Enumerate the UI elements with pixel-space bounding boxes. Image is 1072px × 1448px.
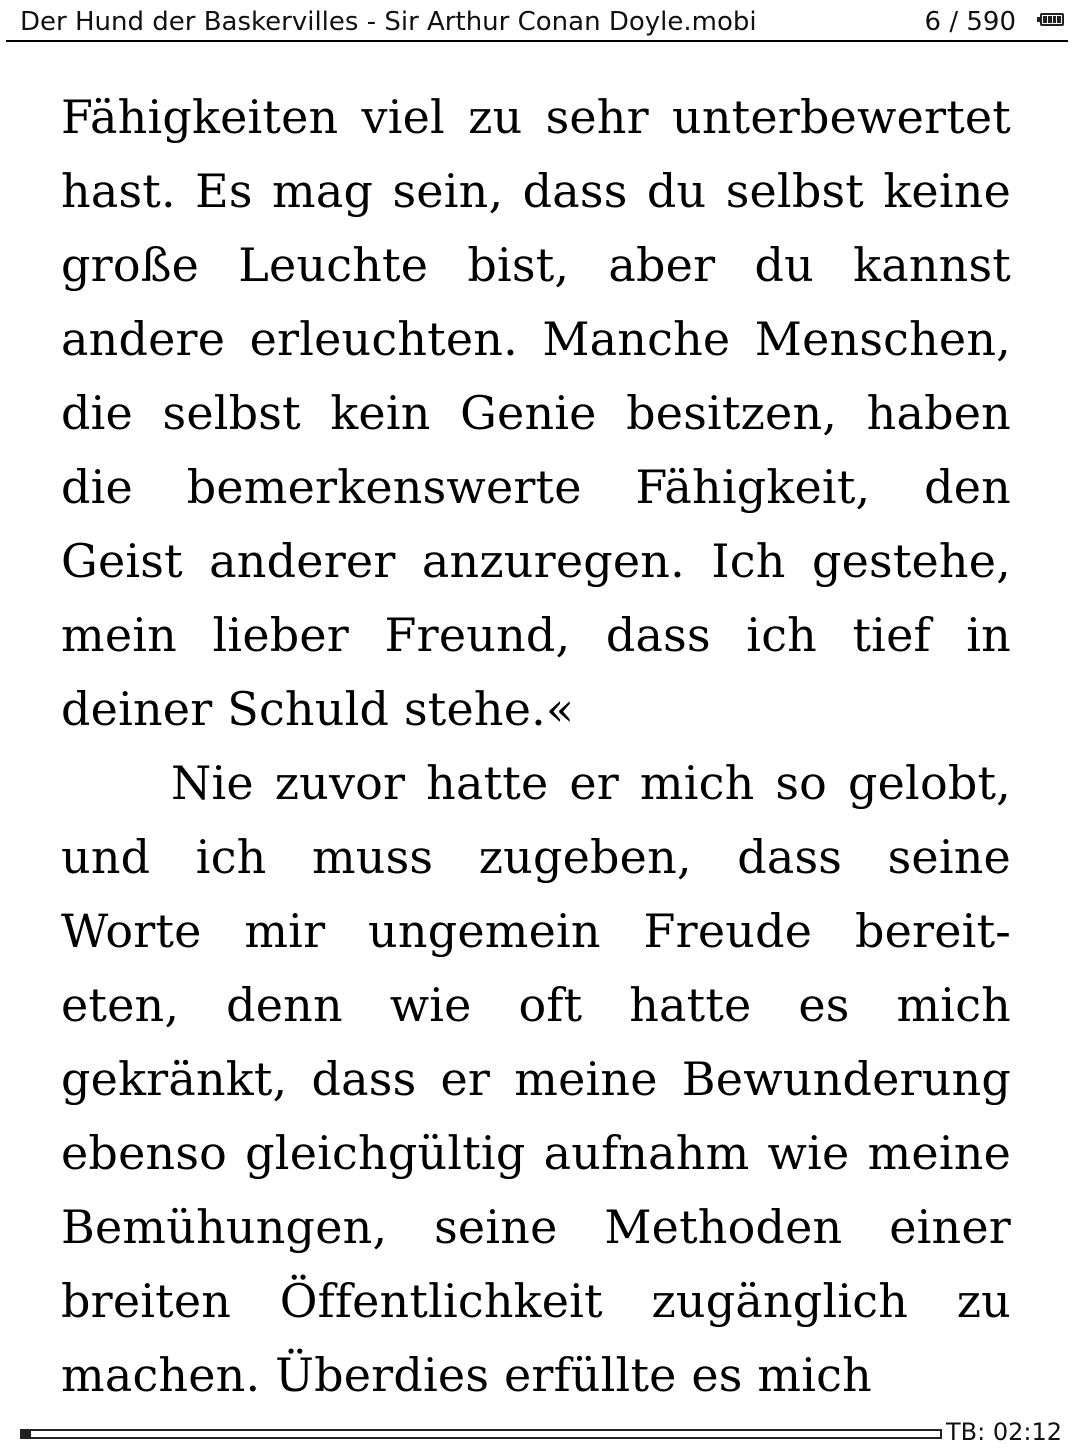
reading-progress-fill [22, 1431, 31, 1437]
battery-icon [1040, 13, 1064, 26]
reader-footer [0, 1412, 1072, 1448]
reader-header [0, 0, 1072, 44]
time-left-label: TB: 02:12 [945, 1418, 1062, 1446]
reading-progress-bar[interactable] [20, 1429, 942, 1439]
book-title: Der Hund der Baskervilles - Sir Arthur Conan Doyle.mobi [20, 7, 757, 37]
paragraph-1: Fähigkeiten viel zu sehr unterbewertet hast. Es mag sein, dass du selbst keine große Leuchte bist, aber du kannst andere erleuchten. Manche Menschen, die selbst kein Genie besitzen, haben die bemerkenswerte Fähigkeit, den Geist anderer anzuregen. Ich gestehe, mein lieber Freund, dass ich tief in deiner Schuld stehe.« [61, 90, 1011, 736]
header-divider [6, 40, 1068, 42]
paragraph-2: Nie zuvor hatte er mich so gelobt, und ich muss zugeben, dass seine Worte mir ungemein Freude bereit-eten, denn wie oft hatte es mich gekränkt, dass er meine Bewunderung ebenso gleichgültig aufnahm wie meine Bemühungen, seine Methoden einer breiten Öffentlichkeit zugänglich zu machen. Überdies erfüllte es mich [61, 756, 1011, 1402]
page-indicator: 6 / 590 [924, 7, 1016, 37]
page-text[interactable] [61, 80, 1011, 1412]
